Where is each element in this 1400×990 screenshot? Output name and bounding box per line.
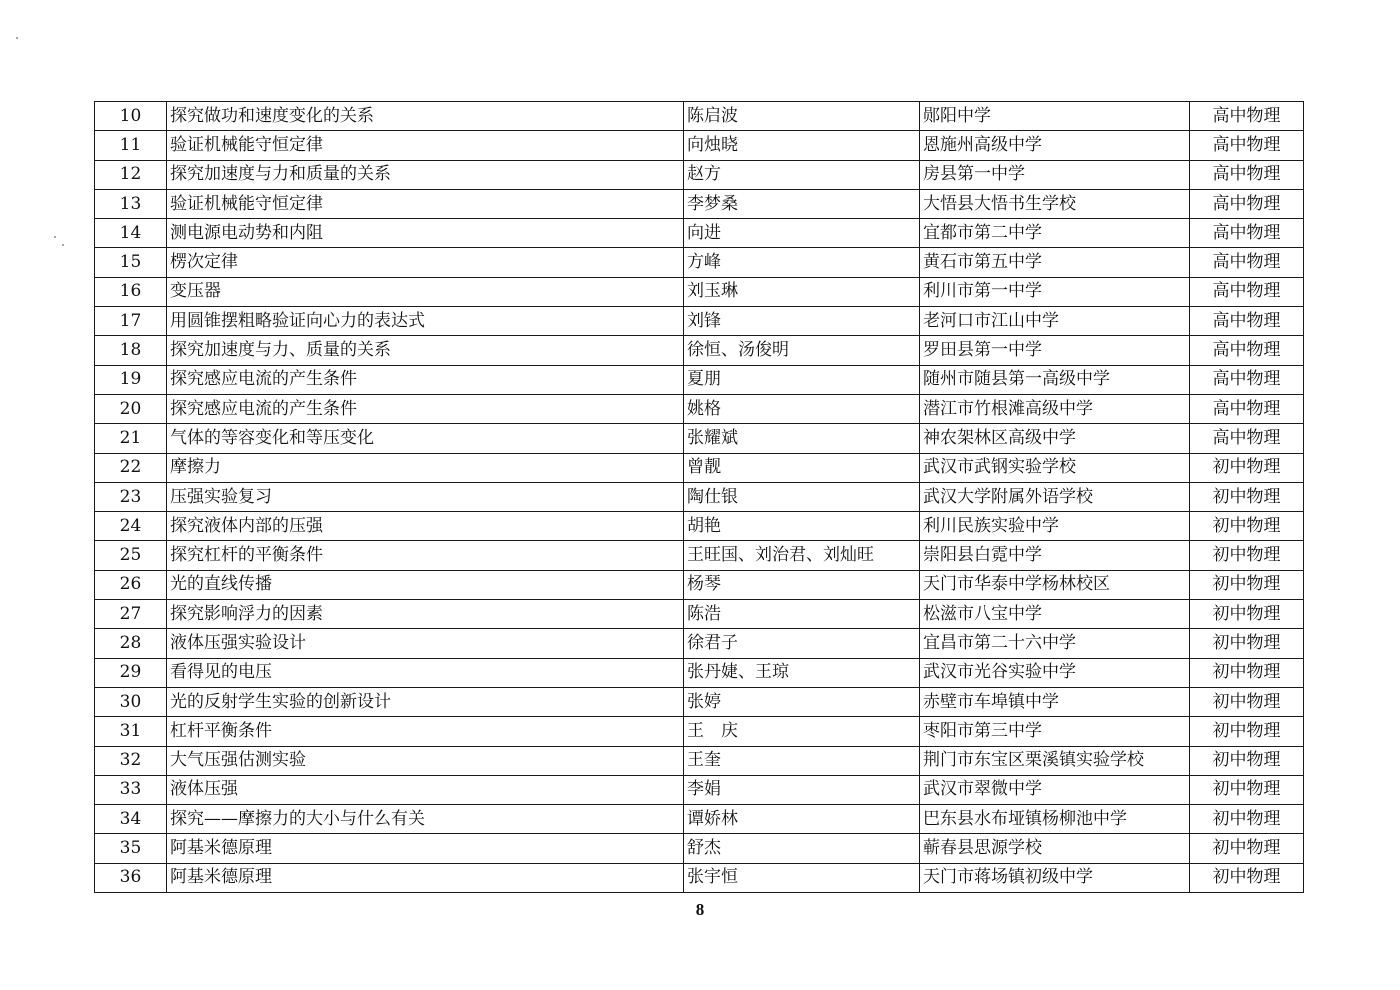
author-name: 姚格	[684, 394, 920, 423]
school-name: 巴东县水布垭镇杨柳池中学	[920, 805, 1190, 834]
row-number: 14	[95, 219, 167, 248]
author-name: 向进	[684, 219, 920, 248]
author-name: 王奎	[684, 746, 920, 775]
author-name: 李梦桑	[684, 189, 920, 218]
subject-category: 高中物理	[1190, 219, 1304, 248]
table-row	[95, 512, 1304, 541]
author-name: 刘锋	[684, 307, 920, 336]
school-name: 神农架林区高级中学	[920, 424, 1190, 453]
table-row	[95, 717, 1304, 746]
school-name: 黄石市第五中学	[920, 248, 1190, 277]
school-name: 罗田县第一中学	[920, 336, 1190, 365]
table-row	[95, 307, 1304, 336]
school-name: 宜昌市第二十六中学	[920, 629, 1190, 658]
page-number: 8	[695, 900, 705, 919]
row-number: 16	[95, 277, 167, 306]
school-name: 武汉市武钢实验学校	[920, 453, 1190, 482]
school-name: 崇阳县白霓中学	[920, 541, 1190, 570]
experiment-roster-table	[94, 101, 1304, 893]
table-row	[95, 277, 1304, 306]
school-name: 恩施州高级中学	[920, 131, 1190, 160]
table-row	[95, 394, 1304, 423]
school-name: 蕲春县思源学校	[920, 834, 1190, 863]
experiment-title: 探究影响浮力的因素	[167, 600, 684, 629]
table-row	[95, 482, 1304, 511]
school-name: 房县第一中学	[920, 160, 1190, 189]
experiment-title: 液体压强实验设计	[167, 629, 684, 658]
author-name: 陶仕银	[684, 482, 920, 511]
experiment-title: 探究——摩擦力的大小与什么有关	[167, 805, 684, 834]
author-name: 徐君子	[684, 629, 920, 658]
row-number: 28	[95, 629, 167, 658]
experiment-title: 探究杠杆的平衡条件	[167, 541, 684, 570]
author-name: 曾靓	[684, 453, 920, 482]
table-row	[95, 453, 1304, 482]
row-number: 29	[95, 658, 167, 687]
experiment-title: 阿基米德原理	[167, 834, 684, 863]
row-number: 27	[95, 600, 167, 629]
author-name: 赵方	[684, 160, 920, 189]
roster-body	[95, 102, 1304, 893]
experiment-title: 看得见的电压	[167, 658, 684, 687]
subject-category: 高中物理	[1190, 160, 1304, 189]
author-name: 谭娇林	[684, 805, 920, 834]
experiment-title: 验证机械能守恒定律	[167, 131, 684, 160]
experiment-title: 测电源电动势和内阻	[167, 219, 684, 248]
school-name: 枣阳市第三中学	[920, 717, 1190, 746]
school-name: 利川民族实验中学	[920, 512, 1190, 541]
row-number: 19	[95, 365, 167, 394]
subject-category: 初中物理	[1190, 834, 1304, 863]
experiment-title: 变压器	[167, 277, 684, 306]
scan-speck	[16, 37, 18, 39]
author-name: 王旺国、刘治君、刘灿旺	[684, 541, 920, 570]
author-name: 张宇恒	[684, 863, 920, 892]
experiment-title: 探究感应电流的产生条件	[167, 365, 684, 394]
author-name: 方峰	[684, 248, 920, 277]
subject-category: 初中物理	[1190, 629, 1304, 658]
row-number: 20	[95, 394, 167, 423]
table-row	[95, 336, 1304, 365]
experiment-title: 探究加速度与力和质量的关系	[167, 160, 684, 189]
experiment-title: 摩擦力	[167, 453, 684, 482]
row-number: 34	[95, 805, 167, 834]
experiment-title: 压强实验复习	[167, 482, 684, 511]
school-name: 老河口市江山中学	[920, 307, 1190, 336]
table-row	[95, 219, 1304, 248]
author-name: 向烛晓	[684, 131, 920, 160]
row-number: 10	[95, 102, 167, 131]
subject-category: 高中物理	[1190, 424, 1304, 453]
subject-category: 初中物理	[1190, 775, 1304, 804]
school-name: 郧阳中学	[920, 102, 1190, 131]
subject-category: 高中物理	[1190, 102, 1304, 131]
row-number: 26	[95, 570, 167, 599]
school-name: 天门市华泰中学杨林校区	[920, 570, 1190, 599]
author-name: 陈浩	[684, 600, 920, 629]
author-name: 刘玉琳	[684, 277, 920, 306]
school-name: 武汉市翠微中学	[920, 775, 1190, 804]
table-row	[95, 863, 1304, 892]
table-row	[95, 687, 1304, 716]
experiment-title: 探究做功和速度变化的关系	[167, 102, 684, 131]
scan-speck	[54, 236, 56, 238]
table-row	[95, 248, 1304, 277]
subject-category: 高中物理	[1190, 394, 1304, 423]
experiment-title: 气体的等容变化和等压变化	[167, 424, 684, 453]
author-name: 陈启波	[684, 102, 920, 131]
scan-speck	[62, 244, 64, 246]
experiment-title: 液体压强	[167, 775, 684, 804]
subject-category: 高中物理	[1190, 307, 1304, 336]
subject-category: 初中物理	[1190, 746, 1304, 775]
subject-category: 高中物理	[1190, 277, 1304, 306]
subject-category: 高中物理	[1190, 131, 1304, 160]
subject-category: 高中物理	[1190, 336, 1304, 365]
experiment-title: 楞次定律	[167, 248, 684, 277]
author-name: 张耀斌	[684, 424, 920, 453]
school-name: 松滋市八宝中学	[920, 600, 1190, 629]
row-number: 30	[95, 687, 167, 716]
school-name: 荆门市东宝区栗溪镇实验学校	[920, 746, 1190, 775]
table-row	[95, 131, 1304, 160]
subject-category: 高中物理	[1190, 248, 1304, 277]
author-name: 张婷	[684, 687, 920, 716]
table-row	[95, 365, 1304, 394]
row-number: 17	[95, 307, 167, 336]
author-name: 杨琴	[684, 570, 920, 599]
table-row	[95, 424, 1304, 453]
table-row	[95, 834, 1304, 863]
table-row	[95, 658, 1304, 687]
row-number: 11	[95, 131, 167, 160]
table-row	[95, 160, 1304, 189]
subject-category: 高中物理	[1190, 365, 1304, 394]
school-name: 宜都市第二中学	[920, 219, 1190, 248]
author-name: 舒杰	[684, 834, 920, 863]
author-name: 胡艳	[684, 512, 920, 541]
experiment-title: 光的直线传播	[167, 570, 684, 599]
table-row	[95, 746, 1304, 775]
author-name: 徐恒、汤俊明	[684, 336, 920, 365]
experiment-title: 用圆锥摆粗略验证向心力的表达式	[167, 307, 684, 336]
row-number: 36	[95, 863, 167, 892]
school-name: 潜江市竹根滩高级中学	[920, 394, 1190, 423]
subject-category: 初中物理	[1190, 717, 1304, 746]
subject-category: 初中物理	[1190, 541, 1304, 570]
row-number: 12	[95, 160, 167, 189]
subject-category: 初中物理	[1190, 600, 1304, 629]
subject-category: 初中物理	[1190, 658, 1304, 687]
subject-category: 初中物理	[1190, 482, 1304, 511]
subject-category: 高中物理	[1190, 189, 1304, 218]
author-name: 张丹婕、王琼	[684, 658, 920, 687]
row-number: 25	[95, 541, 167, 570]
row-number: 22	[95, 453, 167, 482]
school-name: 武汉市光谷实验中学	[920, 658, 1190, 687]
subject-category: 初中物理	[1190, 453, 1304, 482]
subject-category: 初中物理	[1190, 687, 1304, 716]
experiment-title: 探究液体内部的压强	[167, 512, 684, 541]
experiment-title: 探究感应电流的产生条件	[167, 394, 684, 423]
school-name: 武汉大学附属外语学校	[920, 482, 1190, 511]
table-row	[95, 629, 1304, 658]
subject-category: 初中物理	[1190, 512, 1304, 541]
row-number: 23	[95, 482, 167, 511]
experiment-title: 验证机械能守恒定律	[167, 189, 684, 218]
table-row	[95, 775, 1304, 804]
row-number: 18	[95, 336, 167, 365]
experiment-title: 光的反射学生实验的创新设计	[167, 687, 684, 716]
author-name: 夏朋	[684, 365, 920, 394]
row-number: 24	[95, 512, 167, 541]
row-number: 33	[95, 775, 167, 804]
table-row	[95, 189, 1304, 218]
school-name: 赤壁市车埠镇中学	[920, 687, 1190, 716]
experiment-title: 杠杆平衡条件	[167, 717, 684, 746]
school-name: 天门市蒋场镇初级中学	[920, 863, 1190, 892]
row-number: 32	[95, 746, 167, 775]
row-number: 35	[95, 834, 167, 863]
row-number: 31	[95, 717, 167, 746]
school-name: 大悟县大悟书生学校	[920, 189, 1190, 218]
school-name: 利川市第一中学	[920, 277, 1190, 306]
table-row	[95, 102, 1304, 131]
table-row	[95, 541, 1304, 570]
table-row	[95, 570, 1304, 599]
subject-category: 初中物理	[1190, 805, 1304, 834]
row-number: 13	[95, 189, 167, 218]
experiment-title: 阿基米德原理	[167, 863, 684, 892]
row-number: 15	[95, 248, 167, 277]
author-name: 李娟	[684, 775, 920, 804]
row-number: 21	[95, 424, 167, 453]
experiment-title: 探究加速度与力、质量的关系	[167, 336, 684, 365]
author-name: 王 庆	[684, 717, 920, 746]
subject-category: 初中物理	[1190, 863, 1304, 892]
subject-category: 初中物理	[1190, 570, 1304, 599]
school-name: 随州市随县第一高级中学	[920, 365, 1190, 394]
experiment-title: 大气压强估测实验	[167, 746, 684, 775]
table-row	[95, 600, 1304, 629]
table-row	[95, 805, 1304, 834]
